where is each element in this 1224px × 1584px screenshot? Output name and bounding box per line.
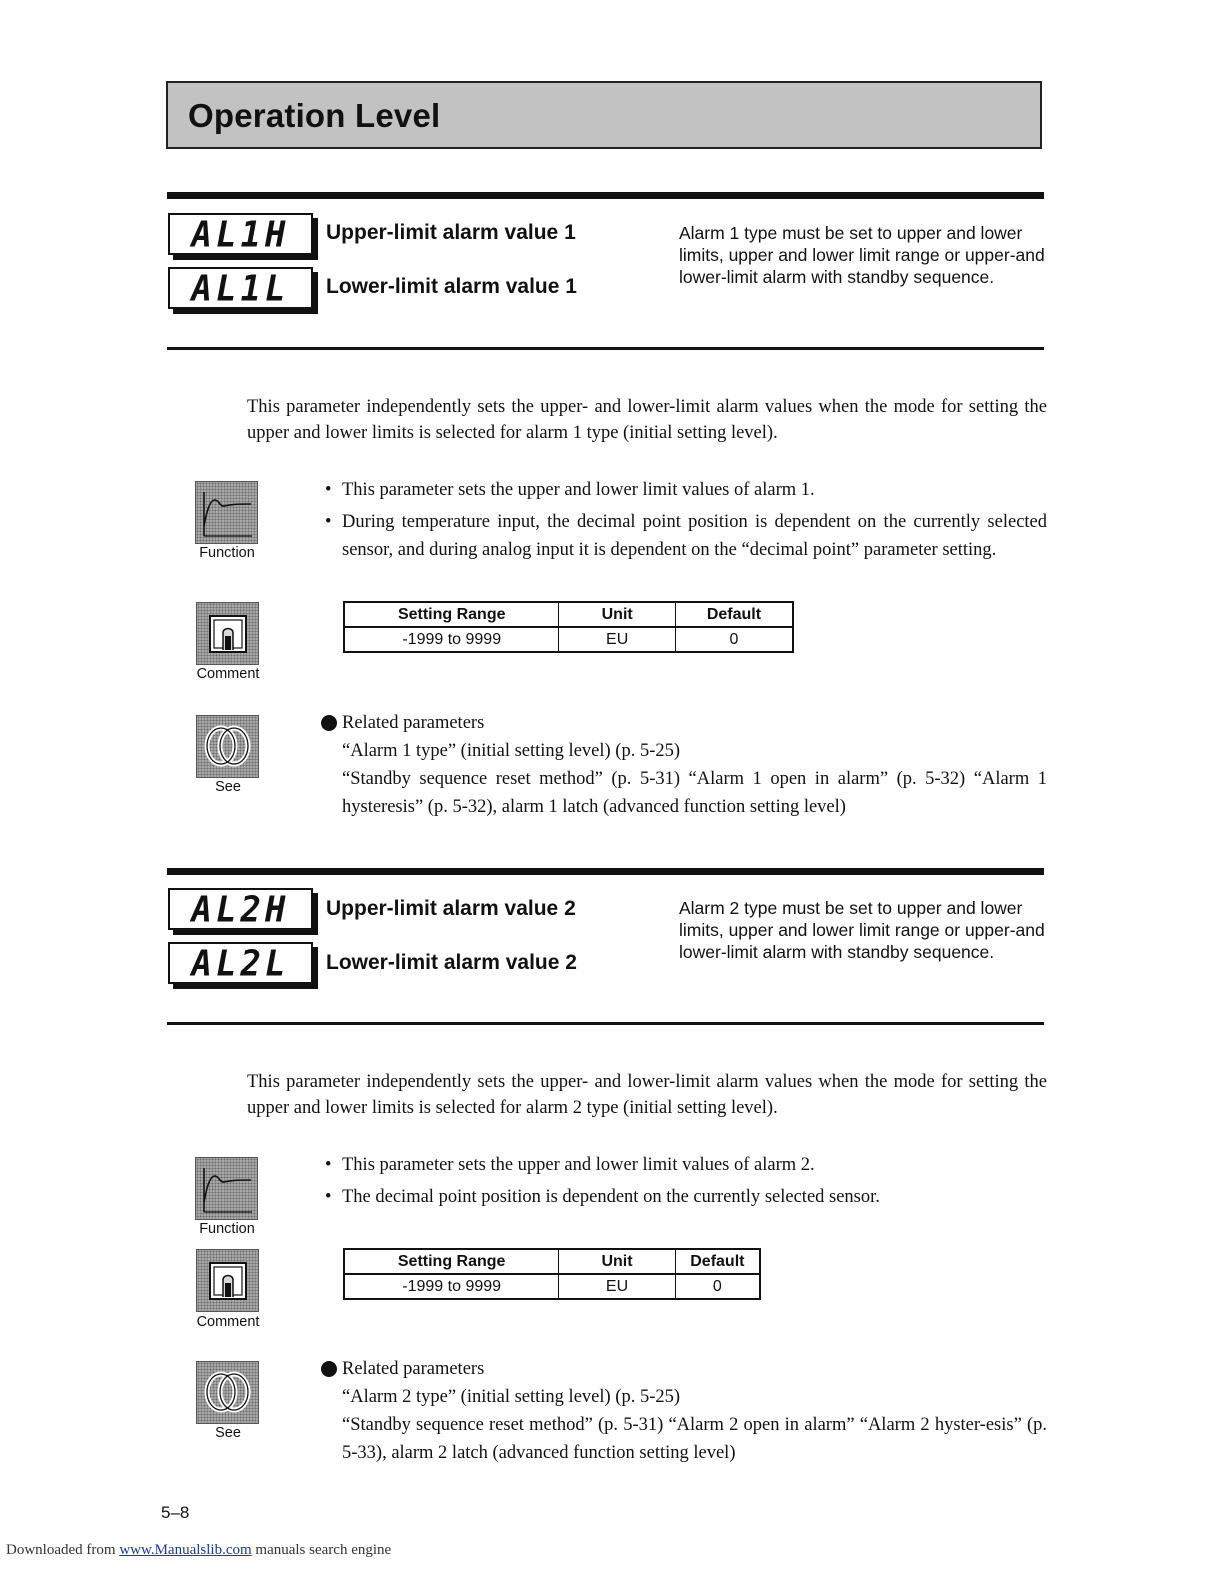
footer-prefix: Downloaded from [6, 1542, 116, 1558]
related-heading: Related parameters [321, 1355, 1047, 1383]
see-icon-label: See [215, 779, 241, 795]
function-icon [195, 481, 258, 544]
table-row [344, 1274, 760, 1299]
table-header-row [344, 1249, 760, 1274]
param-display-al1h [168, 213, 313, 255]
table-cell: -1999 to 9999 [402, 630, 502, 648]
table-header-cell: Unit [559, 1249, 675, 1274]
function-icon-label: Function [199, 545, 255, 561]
table-cell: EU [559, 1274, 675, 1299]
related-line: “Standby sequence reset method” (p. 5-31) “Alarm 2 open in alarm” “Alarm 2 hyster-esis” (p. 5-33), alarm 2 latch (advanced function setting level) [342, 1415, 1047, 1463]
see-icon [196, 715, 259, 778]
bullet-dot-icon [321, 1361, 337, 1377]
bullet-list [325, 476, 1047, 568]
table-cell: -1999 to 9999 [402, 1277, 502, 1295]
related-line: “Alarm 1 type” (initial setting level) (p. 5-25) [342, 741, 681, 761]
table-header-cell: Unit [559, 602, 675, 627]
section-rule-bottom [167, 347, 1044, 350]
table-cell: 0 [675, 627, 793, 652]
footer-suffix: manuals search engine [255, 1542, 392, 1558]
table-header-cell: Setting Range [344, 1249, 559, 1274]
related-parameters [321, 709, 1047, 821]
bullet-dot-icon [321, 715, 337, 731]
param-title-upper-1: Upper-limit alarm value 1 [326, 221, 576, 244]
param-display-al1l [168, 267, 313, 309]
seven-seg-code: AL2H [191, 889, 290, 931]
param-title-lower-2: Lower-limit alarm value 2 [326, 951, 577, 974]
section-rule-top [167, 192, 1044, 199]
seven-seg-code: AL1L [191, 268, 290, 310]
related-heading: Related parameters [321, 709, 1047, 737]
page-number: 5–8 [161, 1503, 190, 1522]
related-line: “Standby sequence reset method” (p. 5-31) “Alarm 1 open in alarm” (p. 5-32) “Alarm 1 hysteresis” (p. 5-32), alarm 1 latch (advanced function setting level) [342, 769, 1047, 817]
param-description: This parameter independently sets the upper- and lower-limit alarm values when the mode for setting the upper and lower limits is selected for alarm 2 type (initial setting level). [247, 1072, 1047, 1118]
function-icon [195, 1157, 258, 1220]
related-line: “Alarm 2 type” (initial setting level) (p. 5-25) [342, 1387, 681, 1407]
param-title-lower-1: Lower-limit alarm value 1 [326, 275, 577, 298]
comment-icon-label: Comment [196, 1314, 260, 1330]
settings-table [343, 1248, 761, 1300]
table-cell: 0 [675, 1274, 760, 1299]
bullet-list [325, 1151, 1047, 1215]
table-row [344, 627, 793, 652]
seven-seg-code: AL2L [191, 943, 290, 985]
table-header-row [344, 602, 793, 627]
page-title: Operation Level [188, 97, 441, 134]
param-title-upper-2: Upper-limit alarm value 2 [326, 897, 576, 920]
comment-icon [196, 602, 259, 665]
param-note: Alarm 2 type must be set to upper and lower limits, upper and lower limit range or upper-and lower-limit alarm with standby sequence. [679, 898, 1045, 962]
param-display-al2l [168, 942, 313, 984]
list-item: • During temperature input, the decimal point position is dependent on the currently selected sensor, and during analog input it is dependent on the “decimal point” parameter setting. [325, 512, 1047, 560]
list-item: • This parameter sets the upper and lower limit values of alarm 1. [325, 480, 815, 500]
param-note: Alarm 1 type must be set to upper and lower limits, upper and lower limit range or upper-and lower-limit alarm with standby sequence. [679, 223, 1045, 287]
list-item: • The decimal point position is dependent on the currently selected sensor. [325, 1187, 880, 1207]
related-parameters [321, 1355, 1047, 1467]
param-description: This parameter independently sets the upper- and lower-limit alarm values when the mode for setting the upper and lower limits is selected for alarm 1 type (initial setting level). [247, 397, 1047, 443]
table-header-cell: Default [675, 1249, 760, 1274]
comment-icon [196, 1249, 259, 1312]
list-item: • This parameter sets the upper and lower limit values of alarm 2. [325, 1155, 815, 1175]
table-cell: EU [559, 627, 675, 652]
download-footer [6, 1542, 391, 1559]
see-icon [196, 1361, 259, 1424]
function-icon-label: Function [199, 1221, 255, 1237]
param-display-al2h [168, 888, 313, 930]
section-rule-bottom [167, 1022, 1044, 1025]
table-header-cell: Setting Range [344, 602, 559, 627]
settings-table [343, 601, 794, 653]
see-icon-label: See [215, 1425, 241, 1441]
table-header-cell: Default [675, 602, 793, 627]
comment-icon-label: Comment [196, 666, 260, 682]
manualslib-link[interactable]: www.Manualslib.com [119, 1542, 252, 1558]
seven-seg-code: AL1H [191, 214, 290, 256]
section-rule-top [167, 868, 1044, 875]
header-banner [166, 81, 1042, 149]
